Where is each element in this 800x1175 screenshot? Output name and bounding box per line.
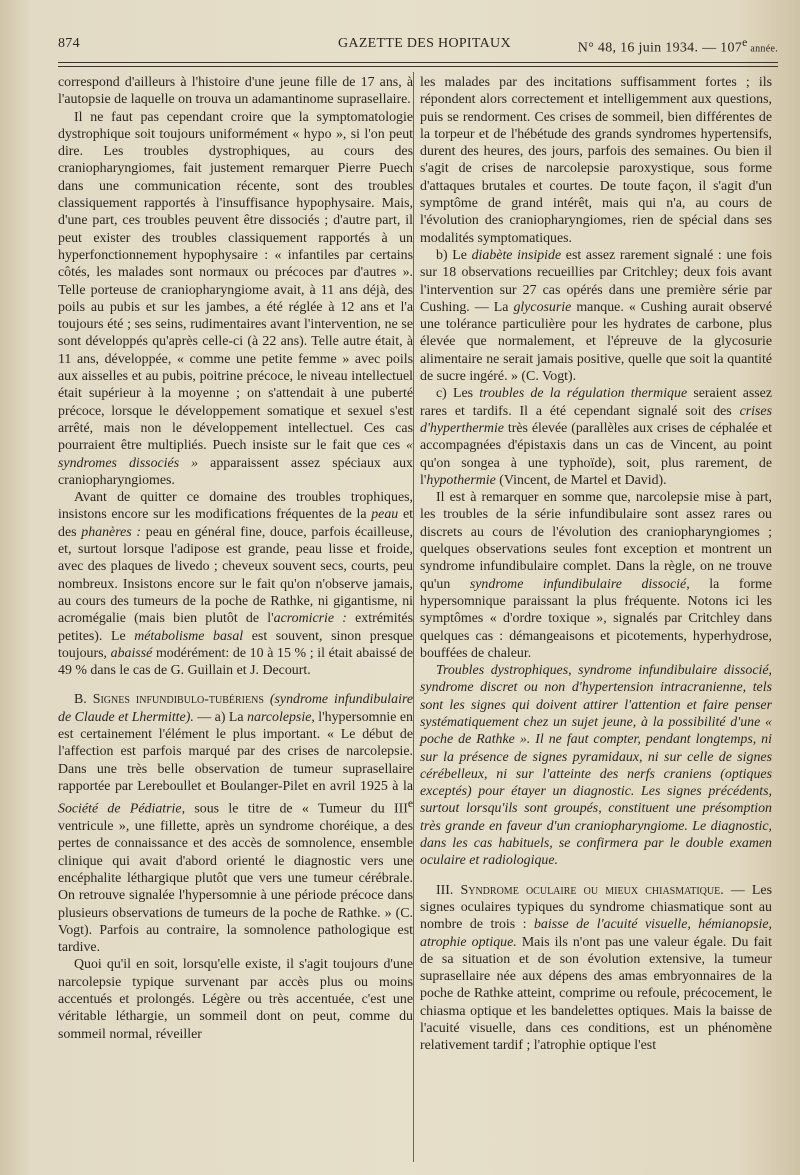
paragraph: Quoi qu'il en soit, lorsqu'elle existe, il s'agit toujours d'une narcolepsie typique survenant par accès plus ou moins accentués et prolongés. Légère ou très accentuée, c'est une véritable léthargie, un sommeil dont on peut, comme du sommeil normal, réveiller	[58, 957, 413, 1042]
paragraph: Il ne faut pas cependant croire que la symptomatologie dystrophique soit toujours uniformément « hypo », si l'on peut dire. Les troubles dystrophiques, au cours des craniopharyngiomes, fait justement remarquer Pierre Puech dans une communication récente, sont des troubles classiquement rapportés à l'insuffisance hypophysaire. Mais, d'une part, ces troubles peuvent être dissociés ; d'autre part, il peut exister des troubles classiquement rapportés à un hyperfonctionnement hypophysaire : « infantiles par certains côtés, les malades sont normaux ou précoces par d'autres ». Telle porteuse de craniopharyngiome avait, à 11 ans déjà, des poils au pubis et sur les jambes, a été réglée à 12 ans et l'a toujours été ; ses seins, rudimentaires avant l'intervention, ne se sont développés qu'après celle-ci (à 22 ans). Telle autre était, à 11 ans, développée, « comme une petite femme » avec poils aux aisselles et au pubis, poitrine précoce, le niveau intellectuel était supérieur à la moyenne ; on s'attendait à une puberté précoce, lorsque le développement somatique et sexuel s'est arrêté, mais non le développement intellectuel. Ces cas pourraient être multipliés. Puech insiste sur le fait que ces « syndromes dissociés » apparaissent assez spéciaux aux craniopharyngiomes.	[58, 109, 413, 488]
journal-title: GAZETTE DES HOPITAUX	[338, 36, 511, 51]
header-rule	[58, 62, 778, 63]
page-header	[58, 34, 778, 58]
paragraph: Avant de quitter ce domaine des troubles trophiques, insistons encore sur les modifications fréquentes de la peau et des phanères : peau en général fine, douce, parfois écailleuse, et, surtout lorsque l'adipose est grande, peau lisse et froide, avec des plaques de livedo ; cheveux souvent secs, courts, peu nombreux. Insistons encore sur le fait qu'on n'observe jamais, au cours des tumeurs de la poche de Rathke, ni gigantisme, ni acromégalie (mais bien plutôt de l'acromicrie : extrémités petites). Le métabolisme basal est souvent, sinon presque toujours, abaissé modérément: de 10 à 15 % ; il était abaissé de 49 % dans le cas de G. Guillain et J. Decourt.	[58, 490, 414, 679]
paragraph: les malades par des incitations suffisamment fortes ; ils répondent alors correctement et intelligemment aux questions, puis se rendorment. Ces crises de sommeil, bien différentes de la torpeur et de l'hébétude des grands syndromes hypertensifs, durent des heures, des jours, parfois des semaines. Ou bien il s'agit de crises de narcolepsie paroxystique, sous forme d'attaques brutales et courtes. De toute façon, il s'agit d'un symptôme de grand intérêt, mais qui n'a, au cours de l'évolution des craniopharyngiomes, rien de spécial dans ses modalités symptomatiques.	[420, 75, 772, 246]
section-iii-paragraph: III. Syndrome oculaire ou mieux chiasmatique. — Les signes oculaires typiques du syndrome chiasmatique sont au nombre de trois : baisse de l'acuité visuelle, hémianopsie, atrophie optique. Mais ils n'ont pas une valeur égale. Du fait de sa situation et de son évolution extensive, la tumeur suprasellaire née aux dépens des amas embryonnaires de la poche de Rathke atteint, comprime ou refoule, précocement, le chiasma optique et les bandelettes optiques. Mais la baisse de l'acuité visuelle, dans ces conditions, est un phénomène relativement tardif ; l'atrophie optique l'est	[420, 882, 772, 1054]
header-rule-thin	[58, 66, 778, 67]
column-divider	[413, 72, 414, 1162]
section-heading: III. Syndrome oculaire ou mieux chiasmatique.	[436, 882, 724, 898]
left-column	[58, 74, 413, 1043]
issue-info: N° 48, 16 juin 1934. — 107e année.	[577, 36, 778, 56]
paragraph: correspond d'ailleurs à l'histoire d'une jeune fille de 17 ans, à l'autopsie de laquelle on trouva un adamantinome suprasellaire.	[58, 75, 413, 108]
section-b-paragraph: B. Signes infundibulo-tubériens (syndrome infundibulaire de Claude et Lhermitte). — a) La narcolepsie, l'hypersomnie en est certainement l'élément le plus important. « Le début de l'affection est parfois marqué par des crises de narcolepsie. Dans une très belle observation de tumeur suprasellaire rapportée par Lereboullet et Boulanger-Pilet en avril 1925 à la Société de Pédiatrie, sous le titre de « Tumeur du IIIe ventricule », une fillette, après un syndrome choréique, a des pertes de connaissance et des accès de somnolence, ensemble clinique qui avait d'abord orienté le diagnostic vers une encéphalite léthargique plutôt que vers une tumeur cérébrale. On retrouve signalée l'hypersomnie à une période précoce dans plusieurs observations de tumeurs de la poche de Rathke. » (C. Vogt). Parfois au contraire, la somnolence pathologique est tardive.	[58, 692, 414, 956]
section-heading: B. Signes infundibulo-tubériens	[74, 692, 264, 708]
italic-summary: Troubles dystrophiques, syndrome infundibulaire dissocié, syndrome discret ou non d'hypertension intracranienne, tels sont les signes qui doivent attirer l'attention et faire penser systématiquement chez un sujet jeune, à la possibilité d'une « poche de Rathke ». Il ne faut compter, pendant longtemps, ni sur la présence de signes pyramidaux, ni sur celle de signes cérébelleux, ni sur l'atteinte des nerfs craniens (optiques exceptés) pour étayer un diagnostic. Les signes précédents, surtout lorsqu'ils sont groupés, constituent une présomption très grande en faveur d'un craniopharyngiome. Le diagnostic, dans les cas habituels, se confirmera par le double examen oculaire et radiologique.	[420, 663, 772, 869]
paragraph: b) Le diabète insipide est assez rarement signalé : une fois sur 18 observations recueillies par Critchley; deux fois avant l'intervention sur 27 cas opérés dans une première série par Cushing. — La glycosurie manque. « Cushing aurait observé une tolérance particulière pour les hydrates de carbone, plus élevée que normalement, et l'épreuve de la glycosurie alimentaire ne serait jamais positive, quelle que soit la quantité de sucre ingéré. » (C. Vogt).	[420, 247, 773, 385]
paragraph: c) Les troubles de la régulation thermique seraient assez rares et tardifs. Il a été cependant signalé soit des crises d'hyperthermie très élevée (parallèles aux crises de céphalée et accompagnées d'épistaxis dans un cas de Vincent, au point qu'on songea à une typhoïde), soit, plus rarement, de l'hypothermie (Vincent, de Martel et David).	[420, 386, 772, 488]
page-number: 874	[58, 36, 80, 51]
right-column	[420, 74, 772, 1055]
paragraph: Il est à remarquer en somme que, narcolepsie mise à part, les troubles de la série infundibulaire sont assez rares ou discrets au cours de l'évolution des craniopharyngiomes ; quelques observations seules font exception et montrent un syndrome infundibulaire complet. Dans la règle, on ne trouve qu'un syndrome infundibulaire dissocié, la forme hypersomnique paraissant la plus fréquente. Notons ici les symptômes « d'ordre toxique », signalés par Critchley dans quelques cas : démangeaisons et picotements, hyperhydrose, bouffées de chaleur.	[420, 490, 773, 661]
